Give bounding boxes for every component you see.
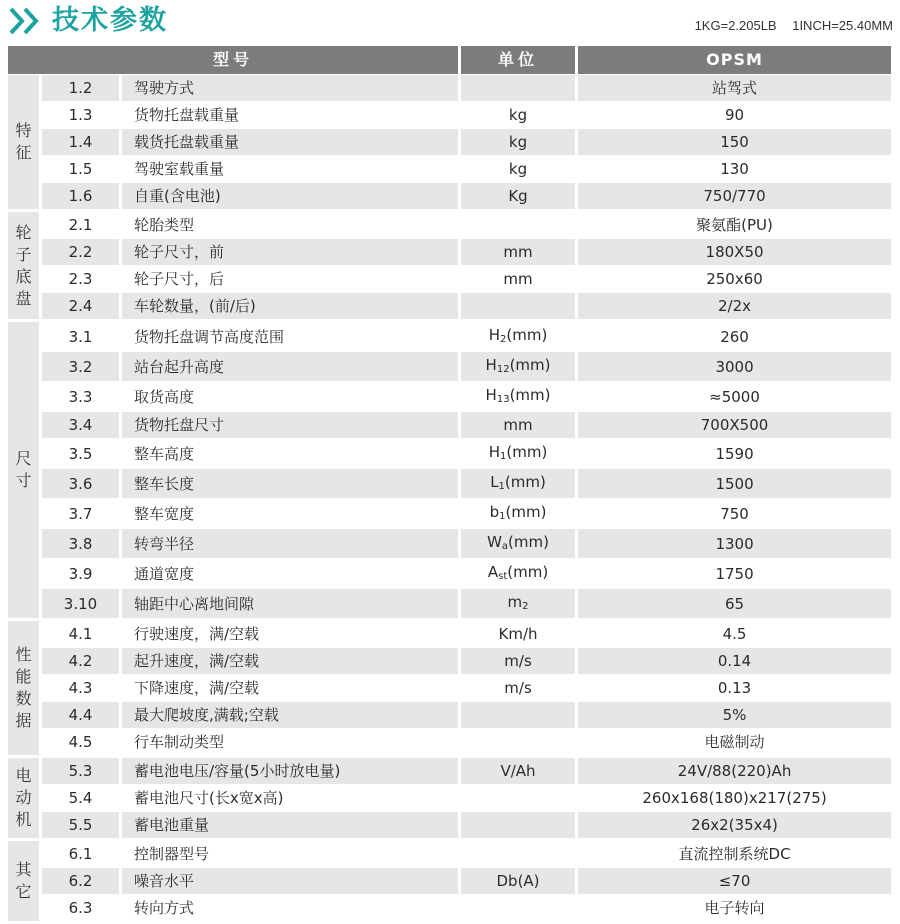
unit-symbol: H <box>488 326 501 344</box>
unit-symbol: L <box>490 473 499 491</box>
row-unit: mm <box>461 239 578 266</box>
unit-subscript: st <box>498 571 508 582</box>
table-row <box>8 156 894 183</box>
group-label <box>8 322 42 621</box>
row-unit <box>461 293 578 322</box>
row-number: 3.7 <box>42 499 122 529</box>
row-parameter-name: 轮子尺寸，前 <box>122 239 461 266</box>
row-unit: m/s <box>461 648 578 675</box>
row-value: ≈5000 <box>578 382 894 412</box>
table-header-row <box>8 46 894 75</box>
row-number: 6.2 <box>42 868 122 895</box>
unit-tail: (mm) <box>507 563 549 581</box>
row-number: 3.9 <box>42 559 122 589</box>
row-value: 26x2(35x4) <box>578 812 894 841</box>
group-label-text: 性能数据 <box>15 645 32 730</box>
row-parameter-name: 取货高度 <box>122 382 461 412</box>
row-parameter-name: 转弯半径 <box>122 529 461 559</box>
row-number: 2.2 <box>42 239 122 266</box>
table-row <box>8 559 894 589</box>
unit-subscript: 12 <box>496 364 510 375</box>
row-value: 750/770 <box>578 183 894 212</box>
row-number: 4.4 <box>42 702 122 729</box>
row-value: 700X500 <box>578 412 894 439</box>
row-number: 1.3 <box>42 102 122 129</box>
table-row <box>8 129 894 156</box>
group-label <box>8 758 42 841</box>
table-row <box>8 841 894 868</box>
row-value: 4.5 <box>578 621 894 648</box>
row-value: 1300 <box>578 529 894 559</box>
row-number: 3.10 <box>42 589 122 621</box>
double-chevron-right-icon <box>8 6 44 36</box>
row-value: 0.14 <box>578 648 894 675</box>
row-number: 5.4 <box>42 785 122 812</box>
row-number: 4.1 <box>42 621 122 648</box>
row-value: 260 <box>578 322 894 352</box>
table-row <box>8 439 894 469</box>
row-parameter-name: 行车制动类型 <box>122 729 461 758</box>
unit-tail: (mm) <box>506 443 548 461</box>
row-unit <box>461 812 578 841</box>
row-unit: kg <box>461 156 578 183</box>
table-row <box>8 621 894 648</box>
group-label <box>8 841 42 924</box>
row-value: 24V/88(220)Ah <box>578 758 894 785</box>
column-header-opsm: OPSM <box>578 46 894 75</box>
row-value: 90 <box>578 102 894 129</box>
row-number: 1.6 <box>42 183 122 212</box>
table-row <box>8 868 894 895</box>
unit-symbol: A <box>487 563 499 581</box>
row-unit <box>461 589 578 621</box>
row-value: 3000 <box>578 352 894 382</box>
row-value: 750 <box>578 499 894 529</box>
unit-subscript: 2 <box>500 334 507 345</box>
row-number: 1.2 <box>42 75 122 102</box>
row-unit <box>461 382 578 412</box>
table-row <box>8 702 894 729</box>
row-number: 3.1 <box>42 322 122 352</box>
row-parameter-name: 驾驶方式 <box>122 75 461 102</box>
table-row <box>8 382 894 412</box>
row-value: 1750 <box>578 559 894 589</box>
unit-symbol: b <box>489 503 500 521</box>
unit-tail: (mm) <box>504 473 546 491</box>
unit-subscript: 1 <box>499 511 506 522</box>
group-label <box>8 621 42 758</box>
row-unit <box>461 559 578 589</box>
row-unit <box>461 702 578 729</box>
table-row <box>8 785 894 812</box>
row-parameter-name: 自重(含电池) <box>122 183 461 212</box>
table-row <box>8 183 894 212</box>
unit-tail: (mm) <box>506 326 548 344</box>
unit-symbol: m <box>507 593 523 611</box>
row-value: 150 <box>578 129 894 156</box>
table-row <box>8 812 894 841</box>
row-parameter-name: 整车长度 <box>122 469 461 499</box>
row-number: 2.3 <box>42 266 122 293</box>
row-number: 5.3 <box>42 758 122 785</box>
table-row <box>8 293 894 322</box>
table-body <box>8 75 894 924</box>
row-parameter-name: 起升速度，满/空载 <box>122 648 461 675</box>
unit-tail: (mm) <box>509 356 551 374</box>
table-row <box>8 75 894 102</box>
row-number: 3.2 <box>42 352 122 382</box>
row-number: 4.2 <box>42 648 122 675</box>
row-unit <box>461 439 578 469</box>
row-unit: mm <box>461 412 578 439</box>
row-unit <box>461 499 578 529</box>
row-value: 0.13 <box>578 675 894 702</box>
row-unit: kg <box>461 102 578 129</box>
row-number: 5.5 <box>42 812 122 841</box>
unit-subscript: 2 <box>522 601 529 612</box>
row-unit: kg <box>461 129 578 156</box>
title-bar <box>8 2 893 42</box>
row-value: 1590 <box>578 439 894 469</box>
row-number: 2.4 <box>42 293 122 322</box>
group-label <box>8 212 42 322</box>
row-parameter-name: 轴距中心离地间隙 <box>122 589 461 621</box>
unit-subscript: a <box>501 541 509 552</box>
table-row <box>8 529 894 559</box>
row-number: 6.1 <box>42 841 122 868</box>
row-unit: mm <box>461 266 578 293</box>
row-number: 1.4 <box>42 129 122 156</box>
row-parameter-name: 驾驶室载重量 <box>122 156 461 183</box>
row-value: 聚氨酯(PU) <box>578 212 894 239</box>
page-title: 技术参数 <box>52 5 168 36</box>
unit-symbol: W <box>487 533 502 551</box>
row-value: 250x60 <box>578 266 894 293</box>
row-value: 180X50 <box>578 239 894 266</box>
unit-symbol: H <box>485 386 497 404</box>
spec-table <box>8 46 894 924</box>
unit-symbol: H <box>488 443 501 461</box>
unit-subscript: 1 <box>500 451 507 462</box>
unit-subscript: 1 <box>498 481 505 492</box>
unit-tail: (mm) <box>508 533 549 551</box>
row-unit: Kg <box>461 183 578 212</box>
row-number: 4.5 <box>42 729 122 758</box>
row-value: 130 <box>578 156 894 183</box>
group-label-text: 轮子底盘 <box>15 222 32 308</box>
row-value: 65 <box>578 589 894 621</box>
table-row <box>8 758 894 785</box>
group-label-text: 特征 <box>15 121 32 162</box>
row-unit <box>461 729 578 758</box>
row-unit: m/s <box>461 675 578 702</box>
group-label <box>8 75 42 212</box>
table-row <box>8 469 894 499</box>
row-parameter-name: 最大爬坡度,满载;空载 <box>122 702 461 729</box>
row-parameter-name: 下降速度，满/空载 <box>122 675 461 702</box>
row-unit: V/Ah <box>461 758 578 785</box>
unit-symbol: H <box>485 356 497 374</box>
column-header-model: 型号 <box>8 46 461 75</box>
table-row <box>8 266 894 293</box>
row-parameter-name: 蓄电池重量 <box>122 812 461 841</box>
row-unit <box>461 895 578 924</box>
row-value: 直流控制系统DC <box>578 841 894 868</box>
row-number: 3.6 <box>42 469 122 499</box>
table-row <box>8 412 894 439</box>
row-number: 3.4 <box>42 412 122 439</box>
row-number: 3.5 <box>42 439 122 469</box>
row-parameter-name: 货物托盘载重量 <box>122 102 461 129</box>
row-value: 电子转向 <box>578 895 894 924</box>
row-parameter-name: 行驶速度，满/空载 <box>122 621 461 648</box>
row-parameter-name: 站台起升高度 <box>122 352 461 382</box>
row-number: 1.5 <box>42 156 122 183</box>
row-parameter-name: 轮子尺寸，后 <box>122 266 461 293</box>
table-row <box>8 239 894 266</box>
table-row <box>8 212 894 239</box>
unit-tail: (mm) <box>509 386 551 404</box>
column-header-unit: 单位 <box>461 46 578 75</box>
row-number: 3.8 <box>42 529 122 559</box>
table-row <box>8 675 894 702</box>
table-row <box>8 322 894 352</box>
row-parameter-name: 噪音水平 <box>122 868 461 895</box>
row-value: 1500 <box>578 469 894 499</box>
row-parameter-name: 载货托盘载重量 <box>122 129 461 156</box>
row-number: 3.3 <box>42 382 122 412</box>
row-parameter-name: 蓄电池电压/容量(5小时放电量) <box>122 758 461 785</box>
row-parameter-name: 蓄电池尺寸(长x宽x高) <box>122 785 461 812</box>
row-unit <box>461 212 578 239</box>
row-unit <box>461 75 578 102</box>
row-parameter-name: 货物托盘调节高度范围 <box>122 322 461 352</box>
row-unit: Db(A) <box>461 868 578 895</box>
row-number: 2.1 <box>42 212 122 239</box>
row-value: 电磁制动 <box>578 729 894 758</box>
group-label-text: 其它 <box>15 860 32 901</box>
row-number: 4.3 <box>42 675 122 702</box>
row-value: 站驾式 <box>578 75 894 102</box>
table-row <box>8 589 894 621</box>
row-value: ≤70 <box>578 868 894 895</box>
table-row <box>8 648 894 675</box>
row-parameter-name: 车轮数量，(前/后) <box>122 293 461 322</box>
row-unit <box>461 841 578 868</box>
row-parameter-name: 整车宽度 <box>122 499 461 529</box>
row-value: 5% <box>578 702 894 729</box>
row-unit <box>461 469 578 499</box>
row-parameter-name: 轮胎类型 <box>122 212 461 239</box>
row-unit: Km/h <box>461 621 578 648</box>
table-row <box>8 499 894 529</box>
row-value: 260x168(180)x217(275) <box>578 785 894 812</box>
row-parameter-name: 通道宽度 <box>122 559 461 589</box>
table-row <box>8 729 894 758</box>
table-row <box>8 895 894 924</box>
group-label-text: 尺寸 <box>15 449 32 490</box>
unit-subscript: 13 <box>496 394 510 405</box>
table-row <box>8 352 894 382</box>
row-unit <box>461 529 578 559</box>
group-label-text: 电动机 <box>15 766 32 829</box>
row-parameter-name: 转向方式 <box>122 895 461 924</box>
row-parameter-name: 货物托盘尺寸 <box>122 412 461 439</box>
unit-conversion-note: 1KG=2.205LB 1INCH=25.40MM <box>694 18 893 33</box>
unit-tail: (mm) <box>505 503 547 521</box>
row-unit <box>461 785 578 812</box>
row-number: 6.3 <box>42 895 122 924</box>
table-row <box>8 102 894 129</box>
row-unit <box>461 352 578 382</box>
row-value: 2/2x <box>578 293 894 322</box>
row-unit <box>461 322 578 352</box>
row-parameter-name: 控制器型号 <box>122 841 461 868</box>
row-parameter-name: 整车高度 <box>122 439 461 469</box>
